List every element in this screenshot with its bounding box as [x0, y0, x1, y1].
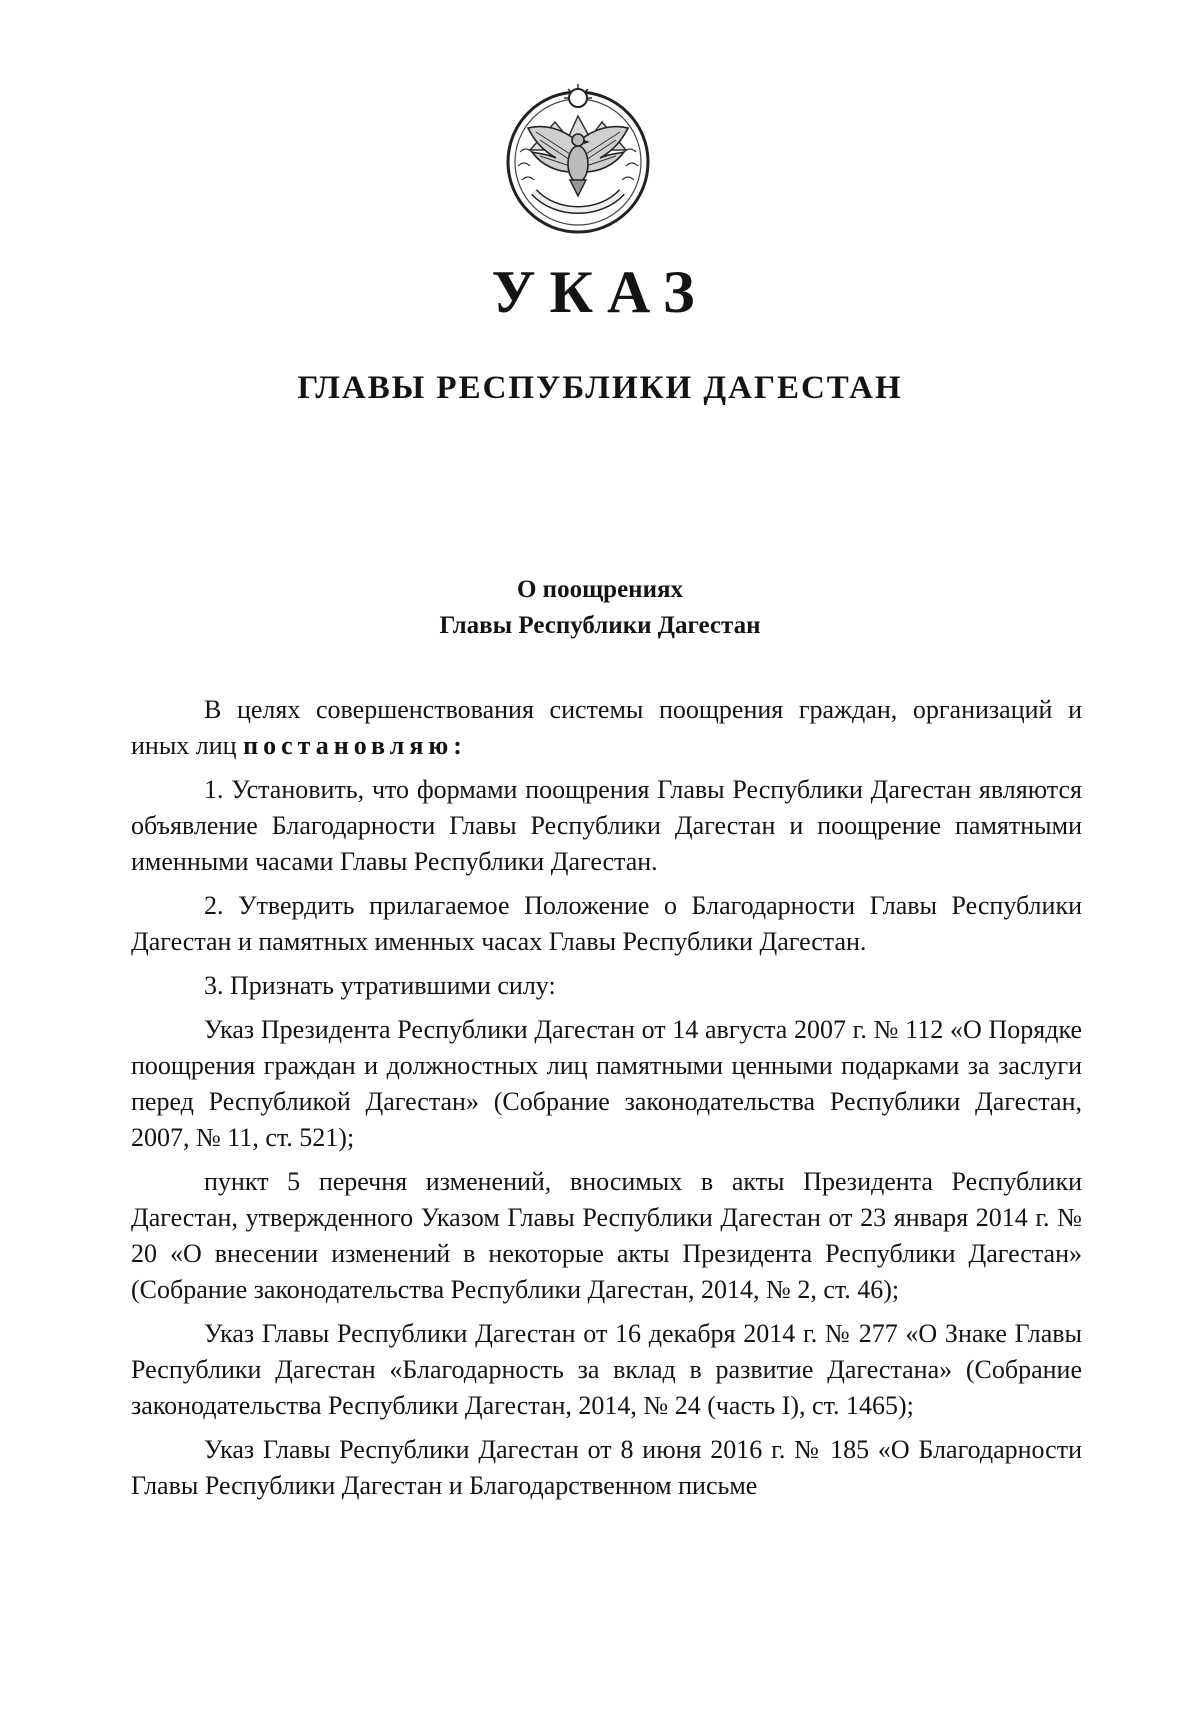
- paragraph-4: Указ Президента Республики Дагестан от 14 августа 2007 г. № 112 «О Порядке поощрения граждан и должностных лиц памятными ценными подарками за заслуги перед Республикой Дагестан» (Собрание законодательства Республики Дагестан, 2007, № 11, ст. 521);: [131, 1015, 1082, 1152]
- intro-text: В целях совершенствования системы поощрения граждан, организаций и иных лиц: [131, 695, 1082, 760]
- subject-line-2: Главы Республики Дагестан: [439, 612, 761, 639]
- document-title: УКАЗ: [491, 259, 709, 325]
- document-body: [131, 692, 1082, 1512]
- document-issuer: ГЛАВЫ РЕСПУБЛИКИ ДАГЕСТАН: [297, 370, 903, 406]
- paragraph-2: 2. Утвердить прилагаемое Положение о Благодарности Главы Республики Дагестан и памятных именных часах Главы Республики Дагестан.: [131, 891, 1082, 956]
- paragraph-6: Указ Главы Республики Дагестан от 16 декабря 2014 г. № 277 «О Знаке Главы Республики Дагестан «Благодарность за вклад в развитие Дагестана» (Собрание законодательства Республики Дагестан, 2014, № 24 (часть I), ст. 1465);: [131, 1319, 1082, 1420]
- intro-keyword: постановляю:: [243, 731, 467, 760]
- paragraph-3: 3. Признать утратившими силу:: [204, 971, 556, 1000]
- subject-line-1: О поощрениях: [516, 576, 684, 603]
- paragraph-1: 1. Установить, что формами поощрения Главы Республики Дагестан являются объявление Благодарности Главы Республики Дагестан и поощрение памятными именными часами Главы Республики Дагестан.: [131, 775, 1082, 876]
- page-bottom-edge: [0, 1700, 1200, 1712]
- dagestan-coat-of-arms-icon: [500, 80, 656, 236]
- paragraph-7: Указ Главы Республики Дагестан от 8 июня 2016 г. № 185 «О Благодарности Главы Республики Дагестан и Благодарственном письме: [131, 1435, 1082, 1500]
- paragraph-5: пункт 5 перечня изменений, вносимых в акты Президента Республики Дагестан, утвержденного Указом Главы Республики Дагестан от 23 января 2014 г. № 20 «О внесении изменений в некоторые акты Президента Республики Дагестан» (Собрание законодательства Республики Дагестан, 2014, № 2, ст. 46);: [131, 1167, 1082, 1304]
- document-subject: [0, 572, 1200, 644]
- intro-paragraph: [131, 692, 1082, 764]
